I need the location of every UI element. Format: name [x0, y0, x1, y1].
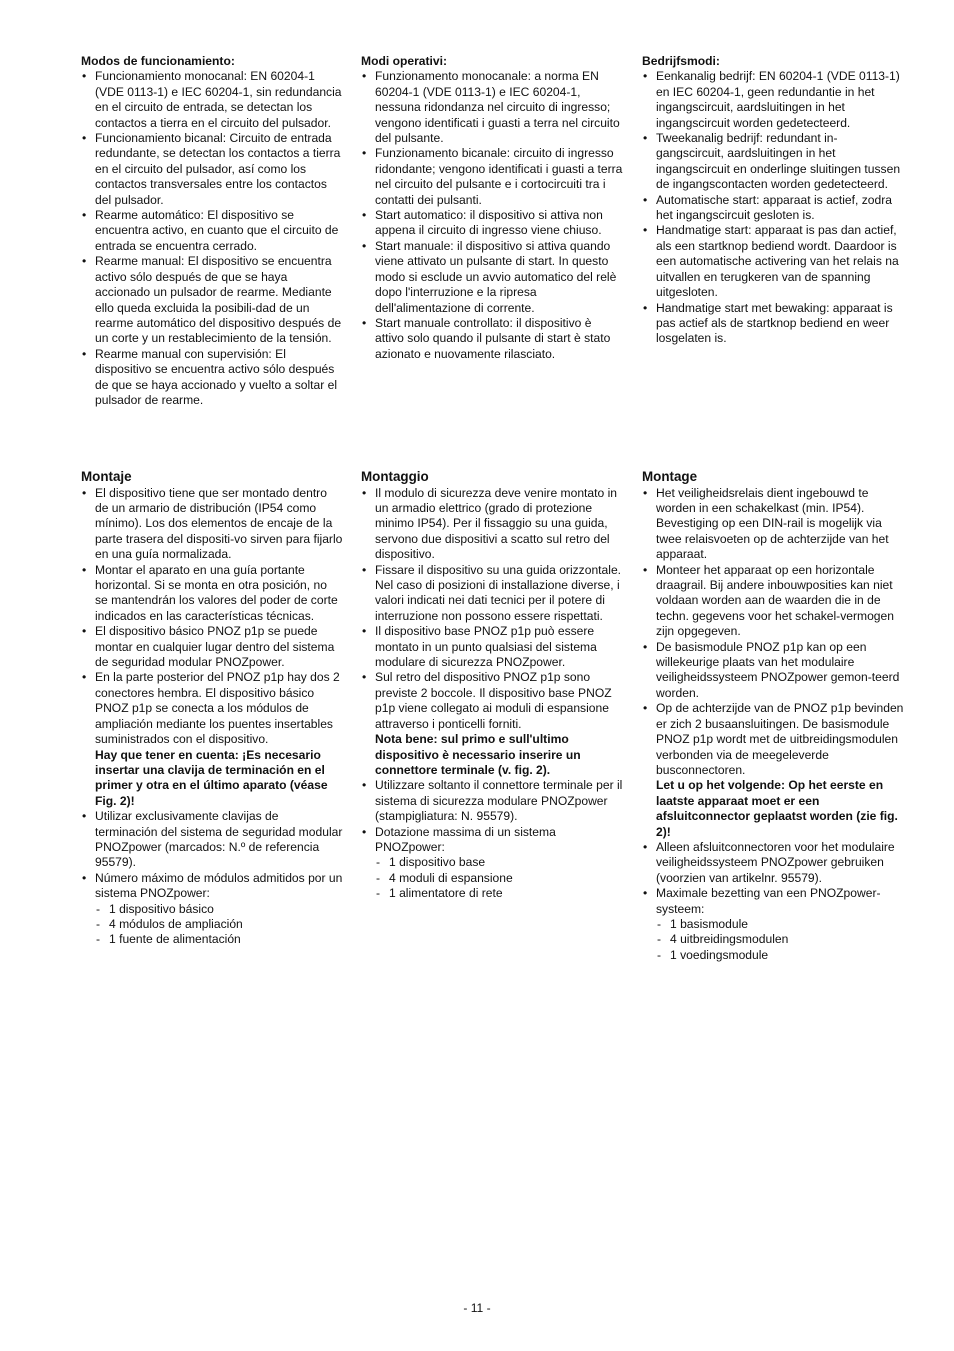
list-item: • Funcionamiento bicanal: Circuito de entrada redundante, se detectan los contactos a tierra en el circuito del pulsador, así como los contactos transversales entre los contactos del pulsador.: [81, 131, 343, 208]
it-mount-section: [361, 469, 623, 902]
it-modes-section: [361, 54, 623, 362]
sub-list-item: - 1 voedingsmodule: [656, 948, 904, 963]
list-item: • Start manuale: il dispositivo si attiva quando viene attivato un pulsante di start. In questo modo si esclude un avvio automatico del relè dopo l'interruzione e la ripresa dell'alimentazione di corrente.: [361, 239, 623, 316]
it-mount-list: [361, 486, 623, 902]
list-item: • Montar el aparato en una guía portante horizontal. Si se monta en otra posición, no se mantendrán los valores del poder de corte indicados en las características técnicas.: [81, 563, 343, 625]
sub-list-item: - 4 uitbreidingsmodulen: [656, 932, 904, 947]
list-item: • El dispositivo tiene que ser montado dentro de un armario de distribución (IP54 como mínimo). Los dos elementos de encaje de la parte trasera del dispositi-vo sirven para fijarlo en una guía normalizada.: [81, 486, 343, 563]
list-item: • Utilizzare soltanto il connettore terminale per il sistema di sicurezza modulare PNOZpower (stampigliatura: N. 95579).: [361, 778, 623, 824]
list-item: • Funcionamiento monocanal: EN 60204-1 (VDE 0113-1) e IEC 60204-1, sin redundancia en el circuito de entrada, se detectan los contactos a tierra en el circuito del pulsador.: [81, 69, 343, 131]
list-item: [361, 825, 623, 902]
list-item: [361, 670, 623, 778]
list-item: • Rearme manual con supervisión: El dispositivo se encuentra activo sólo después de que se haya accionado y vuelto a soltar el pulsador de rearme.: [81, 347, 343, 409]
list-item: [642, 886, 904, 963]
list-item-text: Dotazione massima di un sistema PNOZpower:: [375, 824, 556, 854]
nl-mount-list: [642, 486, 904, 964]
it-modes-title: Modi operativi:: [361, 54, 448, 68]
list-item: • Monteer het apparaat op een horizontale draagrail. Bij andere inbouwposities kan niet voldaan worden aan de waarden die in de techn. gegevens voor het schakel-vermogen zijn opgegeven.: [642, 563, 904, 640]
es-mount-section: [81, 469, 343, 948]
nl-modes-title: Bedrijfsmodi:: [642, 54, 720, 68]
sub-list-item: - 1 basismodule: [656, 917, 904, 932]
sub-list-item: - 1 fuente de alimentación: [95, 932, 343, 947]
it-modes-list: [361, 69, 623, 362]
sub-list-item: - 4 moduli di espansione: [375, 871, 623, 886]
sub-list-item: - 1 alimentatore di rete: [375, 886, 623, 901]
list-item: • Il dispositivo base PNOZ p1p può essere montato in un punto qualsiasi del sistema modulare di sicurezza PNOZpower.: [361, 624, 623, 670]
list-item: • Eenkanalig bedrijf: EN 60204-1 (VDE 0113-1) en IEC 60204-1, geen redundantie in het ingangscircuit, aardsluitingen in het ingangscircuit worden gedetecteerd.: [642, 69, 904, 131]
list-item: • Handmatige start: apparaat is pas dan actief, als een startknop bediend wordt. Daardoor is een automatische activering van het relais na uitvallen en terugkeren van de spanning uitgesloten.: [642, 223, 904, 300]
list-item: • Tweekanalig bedrijf: redundant in-gangscircuit, aardsluitingen in het ingangscircuit en onderlinge sluitingen tussen de ingangscontacten worden gedetecteerd.: [642, 131, 904, 193]
sub-list: [95, 902, 343, 948]
list-item: • Fissare il dispositivo su una guida orizzontale. Nel caso di posizioni di installazione diverse, i valori indicati nei dati tecnici per il potere di interruzione non possono essere rispettati.: [361, 563, 623, 625]
list-item: • Funzionamento monocanale: a norma EN 60204-1 (VDE 0113-1) e IEC 60204-1, nessuna ridondanza nel circuito di ingresso; vengono identificati i guasti a terra nel circuito del pulsante.: [361, 69, 623, 146]
list-item: • El dispositivo básico PNOZ p1p se puede montar en cualquier lugar dentro del sistema de seguridad modular PNOZpower.: [81, 624, 343, 670]
list-item-text: En la parte posterior del PNOZ p1p hay dos 2 conectores hembra. El dispositivo básico PNOZ p1p se conecta a los módulos de ampliación mediante los puentes insertables suministrados con el dispositivo.: [95, 670, 340, 747]
list-item: [642, 701, 904, 840]
list-item: • Handmatige start met bewaking: apparaat is pas actief als de startknop bediend en weer losgelaten is.: [642, 301, 904, 347]
list-item: • Il modulo di sicurezza deve venire montato in un armadio elettrico (grado di protezione minimo IP54). Per il fissaggio su una guida, servono due dispositivi a scatto sul retro del dispositivo.: [361, 486, 623, 563]
list-item: • Rearme manual: El dispositivo se encuentra activo sólo después de que se haya accionado un pulsador de rearme. Mediante ello queda excluida la posibili-dad de un rearme automático del dispositivo después de un corte y un restablecimiento de la tensión.: [81, 254, 343, 346]
sub-list: [375, 855, 623, 901]
it-mount-title: Montaggio: [361, 469, 429, 484]
sub-list-item: - 4 módulos de ampliación: [95, 917, 343, 932]
list-item: • Rearme automático: El dispositivo se encuentra activo, en cuanto que el circuito de entrada se encuentra cerrado.: [81, 208, 343, 254]
es-modes-title: Modos de funcionamiento:: [81, 54, 235, 68]
nl-modes-section: [642, 54, 904, 347]
warning-note: Nota bene: sul primo e sull'ultimo dispositivo è necessario inserire un connettore terminale (v. fig. 2).: [375, 732, 581, 777]
list-item: • Utilizar exclusivamente clavijas de terminación del sistema de seguridad modular PNOZpower (marcados: N.º de referencia 95579).: [81, 809, 343, 871]
es-modes-section: [81, 54, 343, 408]
list-item: • Funzionamento bicanale: circuito di ingresso ridondante; vengono identificati i guasti a terra nel circuito del pulsante e i cortocircuiti tra i contatti dei pulsanti.: [361, 146, 623, 208]
sub-list-item: - 1 dispositivo base: [375, 855, 623, 870]
es-modes-list: [81, 69, 343, 408]
list-item-text: Op de achterzijde van de PNOZ p1p bevinden er zich 2 busaansluitingen. De basismodule PNOZ p1p wordt met de uitbreidingsmodulen verbonden via de meegeleverde busconnectoren.: [656, 701, 904, 777]
warning-note: Let u op het volgende: Op het eerste en laatste apparaat moet er een afsluitconnector geplaatst worden (zie fig. 2)!: [656, 778, 898, 839]
list-item: • Automatische start: apparaat is actief, zodra het ingangscircuit gesloten is.: [642, 193, 904, 224]
list-item-text: Maximale bezetting van een PNOZpower-systeem:: [656, 886, 881, 916]
list-item-text: Sul retro del dispositivo PNOZ p1p sono previste 2 boccole. Il dispositivo base PNOZ p1p viene collegato ai moduli di espansione attraverso i ponticelli forniti.: [375, 670, 612, 731]
es-mount-title: Montaje: [81, 469, 132, 484]
nl-mount-section: [642, 469, 904, 963]
list-item: [81, 871, 343, 948]
page-number: - 11 -: [463, 1301, 491, 1315]
list-item: • Alleen afsluitconnectoren voor het modulaire veiligheidssysteem PNOZpower gebruiken (voorzien van artikelnr. 95579).: [642, 840, 904, 886]
list-item: • De basismodule PNOZ p1p kan op een willekeurige plaats van het modulaire veiligheidssysteem PNOZpower gemon-teerd worden.: [642, 640, 904, 702]
nl-mount-title: Montage: [642, 469, 698, 484]
list-item: • Start automatico: il dispositivo si attiva non appena il circuito di ingresso viene chiuso.: [361, 208, 623, 239]
list-item-text: Número máximo de módulos admitidos por un sistema PNOZpower:: [95, 870, 343, 901]
list-item: • Het veiligheidsrelais dient ingebouwd te worden in een schakelkast (min. IP54). Bevestiging op een DIN-rail is mogelijk via twee relaisvoeten op de achterzijde van het apparaat.: [642, 486, 904, 563]
es-mount-list: [81, 486, 343, 948]
warning-note: Hay que tener en cuenta: ¡Es necesario insertar una clavija de terminación en el primer y otra en el último aparato (véase Fig. 2)!: [95, 747, 328, 808]
list-item: • Start manuale controllato: il dispositivo è attivo solo quando il pulsante di start è stato azionato e nuovamente rilasciato.: [361, 316, 623, 362]
sub-list-item: - 1 dispositivo básico: [95, 902, 343, 917]
nl-modes-list: [642, 69, 904, 346]
sub-list: [656, 917, 904, 963]
list-item: [81, 670, 343, 809]
